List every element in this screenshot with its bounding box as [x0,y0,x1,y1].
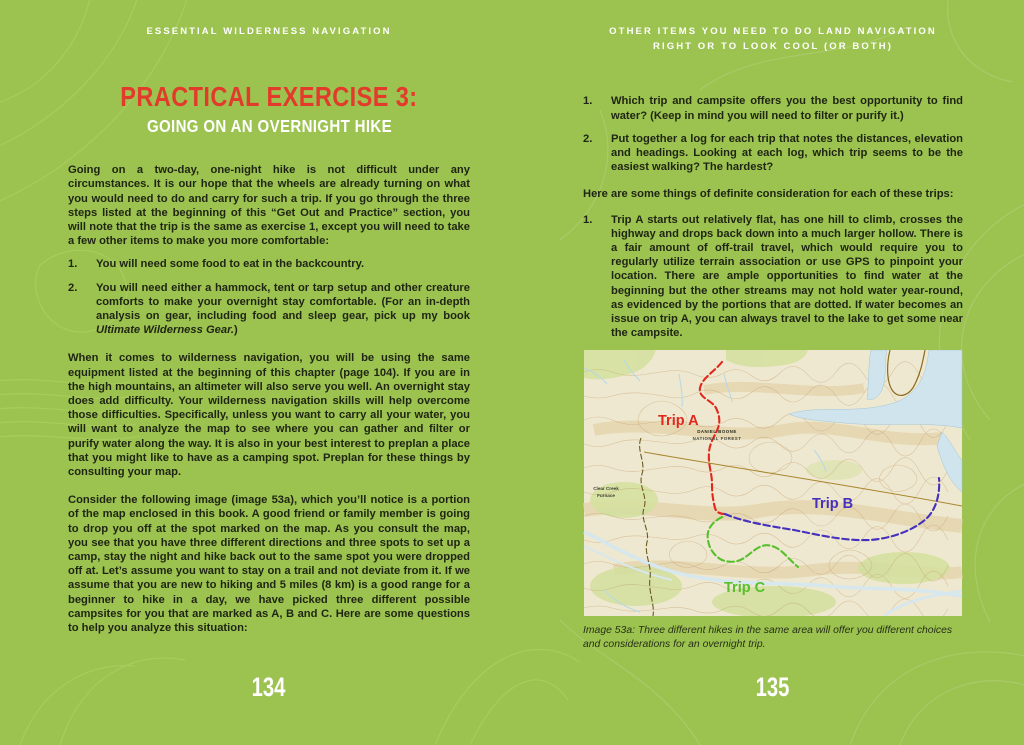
running-head-right: OTHER ITEMS YOU NEED TO DO LAND NAVIGATION RIGHT OR TO LOOK COOL (OR BOTH) [609,26,937,53]
topo-map-figure [583,350,963,616]
page-number-left: 134 [252,672,286,702]
exercise-subtitle: GOING ON AN OVERNIGHT HIKE [146,116,392,137]
list-number: 2. [583,132,593,145]
question-item [583,132,963,175]
list-number: 2. [68,281,78,294]
forest-label-line2: NATIONAL FOREST [692,436,742,442]
book-title-italic: Ultimate Wilderness Gear. [96,324,234,337]
list-number: 1. [583,213,593,226]
forest-label-line1: DANIEL BOONE [697,429,737,435]
question-text: Which trip and campsite offers you the best opportunity to find water? (Keep in mind you will need to filter or purify it.) [611,95,963,122]
equipment-paragraph: When it comes to wilderness navigation, you will be using the same equipment listed at the beginning of this chapter (page 104). If you are in the high mountains, an altimeter will also serve you well. An overnight stay does add difficulty. Your wilderness navigation skills will help overcome those difficulties. Specifically, unless you want to carry all your water, you will want to analyze the map to see where you can gather and filter or purify water along the way. It is also in your best interest to preplan a place that you might like to have as a camping spot. Preplan for these things by consulting your map. [68,352,470,479]
exercise-title: PRACTICAL EXERCISE 3: [120,81,418,113]
page-number-right: 135 [756,672,790,702]
right-page [583,0,963,745]
list-number: 1. [583,95,593,108]
topo-map-image [583,350,963,616]
list-item [68,281,470,338]
considerations-intro: Here are some things of definite consideration for each of these trips: [583,188,954,201]
furnace-label-line2: Furnace [597,493,615,499]
question-item [583,94,963,122]
trip-consideration-text: Trip A starts out relatively flat, has one hill to climb, crosses the highway and drops back down into a much larger hollow. There is a fair amount of off-trail travel, which would require you to regularly utilize terrain association or use GPS to pinpoint your location. There are ample opportunities to find water at the beginning but the other streams may not hold water year-round, as evidenced by the portions that are dotted. If water becomes an issue on trip A, you can always travel to the lake to get some near the campsite. [611,213,963,340]
left-page [68,0,470,745]
trip-c-label: Trip C [724,580,766,597]
list-item-text: You will need some food to eat in the backcountry. [96,258,365,271]
map-analysis-paragraph: Consider the following image (image 53a), which you’ll notice is a portion of the map enclosed in this book. A good friend or family member is going to drop you off at the spot marked on the map. As you consult the map, you see that you have three different directions and three spots to set up a camp, stay the night and hike back out to the same spot you were dropped off at. Let’s assume you want to stay on a trail and not deviate from it. If we assume that you are new to hiking and 5 miles (8 km) is a good range for a beginner to hike in a day, we have picked three different possible campsites for you that are marked as A, B and C. Here are some questions to help you analyze this situation: [68,494,470,635]
trip-a-label: Trip A [658,413,699,430]
questions-list [583,94,963,174]
intro-paragraph: Going on a two-day, one-night hike is not difficult under any circumstances. It is our hope that the wheels are already turning on what you would need to do and carry for such a trip. If you go through the three steps listed at the beginning of this “Get Out and Practice” section, you will note that the trip is the same as exercise 1, except you will need to take a few other items to make you more comfortable: [68,164,470,248]
list-number: 1. [68,258,78,271]
trip-consideration-item [583,213,963,341]
furnace-label-line1: Clear Creek [593,486,619,492]
list-item-text: You will need either a hammock, tent or tarp setup and other creature comforts to make your overnight stay comfortable. (For an in-depth analysis on gear, including food and sleep gear, pick up my book Ultimate Wilderness Gear.) [96,281,470,337]
list-item [68,257,470,271]
question-text: Put together a log for each trip that notes the distances, elevation and headings. Looking at each log, which trip seems to be the easiest walking? The hardest? [611,132,963,174]
trip-b-label: Trip B [812,496,854,513]
map-caption: Image 53a: Three different hikes in the same area will offer you different choices and considerations for an overnight trip. [583,625,953,651]
running-head-left: ESSENTIAL WILDERNESS NAVIGATION [146,26,392,37]
exercise-title-block [68,81,470,137]
supplies-list [68,257,470,337]
